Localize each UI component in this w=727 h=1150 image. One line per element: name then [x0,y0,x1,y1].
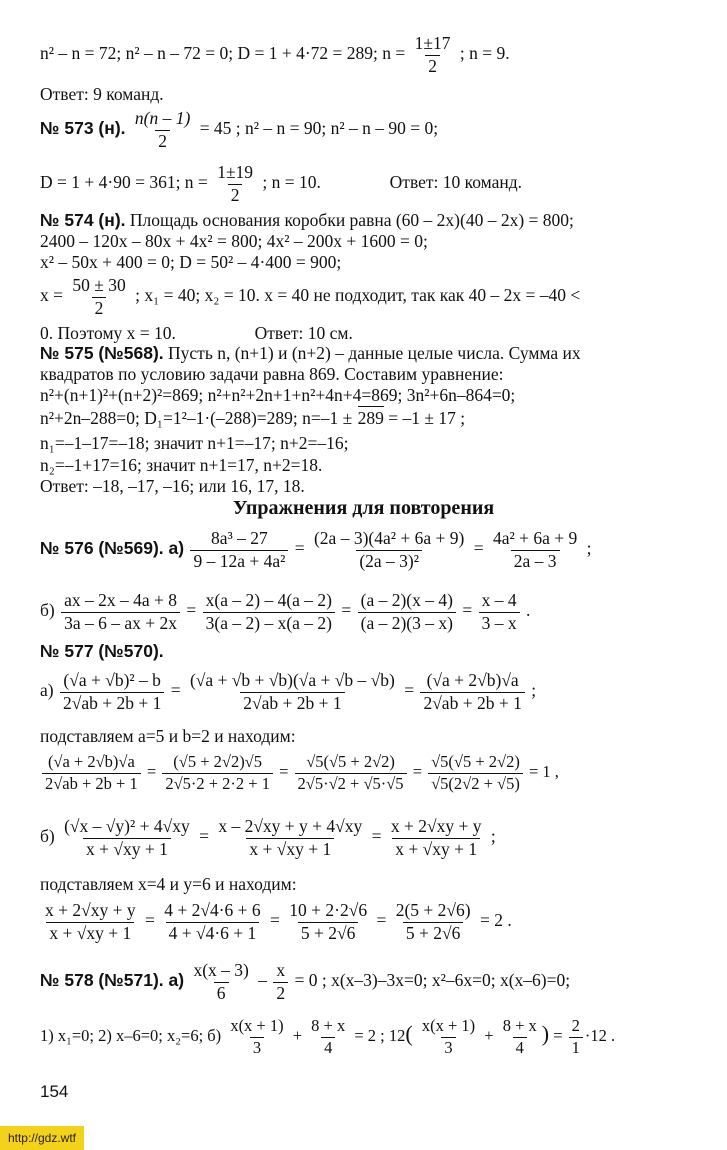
problem-577-a: а) $\frac{\text{(√a + √b)² – b}}{2√ab + 2b + 1}$ = $\frac{(√a + √b + √b)(√a + √b - √b)}{2√ab + 2b + 1}$ = $\frac{(√a + 2√b)√a}{2√ab + 2b + 1}$ ; [40,670,537,713]
answer-text: Ответ: 10 см. [254,323,353,343]
equation-text: = 45 ; n² – n = 90; n² – n – 90 = 0; [199,118,439,139]
left-paren: ( [405,1020,413,1046]
watermark-link[interactable]: http://gdz.wtf [0,1126,84,1150]
fraction: $\frac{n(n - 1)}{2}$ [134,108,191,151]
section-heading: Упражнения для повторения [232,497,495,519]
fraction: $\frac{\text{(√a + √b)² – b}}{2√ab + 2b + 1}$ [60,672,164,712]
problem-label: № 574 (н). [40,210,126,230]
fraction: $\frac{√5(√5 + 2√2)}{2√5\cdot√2 + √5\cdot√5}$ [295,754,407,792]
problem-576-b: б) $\frac{ax - 2x - 4a + 8}{3a - 6 - ax + 2x}$ = $\frac{x(a - 2) - 4(a - 2)}{3(a - 2) - x(a - 2)}$ = $\frac{(a - 2)(x - 4)}{(a - 2)(3 - x)}$ = $\frac{x - 4}{3 - x}$ . [40,590,531,633]
answer-text: Ответ: 10 команд. [389,172,523,193]
fraction: $\frac{ax - 2x - 4a + 8}{3a - 6 - ax + 2x}$ [61,592,180,632]
fraction: $\frac{2}{1}$ [569,1018,583,1056]
fraction: $\frac{\text{(2a – 3)(4a² + 6a + 9)}}{\text{(2a – 3)²}}$ [313,528,465,571]
fraction: $\frac{x(x + 1)}{3}$ [421,1016,476,1057]
page-number: 154 [40,1082,69,1101]
problem-578-b: 1) x₁=0; 2) x–6=0; x₂=6; б) $\frac{x(x + 1)}{3}$ + $\frac{8 + x}{4}$ = 2 ; 12( $\frac{x(x + 1)}{3}$ + $\frac{8 + x}{4}$ ) = $\frac{2}{1}$ ·12 . [40,1016,616,1057]
line-575-5: n₁=–1–17=–18; значит n+1=–17; n+2=–16; [40,433,349,453]
line-574-4: x = $\frac{50 \pm 30}{2}$ ; x₁ = 40; x₂ = 10. x = 40 не подходит, так как 40 – 2x = –40 < [40,275,581,318]
fraction: $\frac{\text{4a² + 6a + 9}}{2a - 3}$ [492,528,578,571]
fraction: $\frac{√5(√5 + 2√2)}{√5(2√2 + √5)}$ [428,754,523,792]
fraction: $\frac{(√a + 2√b)√a}{2√ab + 2b + 1}$ [42,754,141,792]
fraction: $\frac{x - 2√xy + y + 4√xy}{x + √xy + 1}$ [218,816,363,859]
line-575-7: Ответ: –18, –17, –16; или 16, 17, 18. [40,476,305,496]
line-575-3: n²+(n+1)²+(n+2)²=869; n²+n²+2n+1+n²+4n+4=869; 3n²+6n–864=0; [40,385,516,405]
fraction: $\frac{x + 2√xy + y}{x + √xy + 1}$ [45,900,136,943]
fraction: $\frac{1\pm 17}{2}$ [414,33,451,76]
line-574-3: x² – 50x + 400 = 0; D = 50² – 4·400 = 900; [40,252,342,272]
problem-576-a: № 576 (№569). а) $\frac{\text{8a³ – 27}}{\text{9 – 12a + 4a²}}$ = $\frac{\text{(2a – 3)(4a² + 6a + 9)}}{\text{(2a – 3)²}}$ = $\frac{\text{4a² + 6a + 9}}{2a - 3}$ ; [40,528,592,571]
fraction: $\frac{x}{2}$ [273,962,288,1002]
fraction: $\frac{4 + 2√4\cdot 6 + 6}{4 + √4\cdot 6 + 1}$ [164,900,261,943]
line-574-2: 2400 – 120x – 80x + 4x² = 800; 4x² – 200x + 1600 = 0; [40,231,428,251]
fraction: $\frac{x(x + 1)}{3}$ [230,1016,284,1057]
fraction: $\frac{1\pm 19}{2}$ [217,162,254,205]
problem-label: № 573 (н). [40,118,126,139]
problem-label: № 575 (№568). [40,343,164,363]
problem-574: № 574 (н). Площадь основания коробки равна (60 – 2x)(40 – 2x) = 800; [40,210,574,230]
sqrt: 289 [357,408,384,428]
fraction: $\frac{\text{8a³ – 27}}{\text{9 – 12a + 4a²}}$ [190,530,288,570]
equation-text: ; n = 9. [459,43,510,64]
fraction: $\frac{(a - 2)(x - 4)}{(a - 2)(3 - x)}$ [358,592,456,632]
fraction: $\frac{50 \pm 30}{2}$ [72,275,126,318]
fraction: $\frac{x(x - 3)}{6}$ [193,960,249,1003]
fraction: $\frac{8 + x}{4}$ [502,1016,537,1057]
fraction: $\frac{10 + 2\cdot 2√6}{5 + 2√6}$ [289,900,368,943]
equation-text: n² – n = 72; n² – n – 72 = 0; D = 1 + 4·72 = 289; n = [40,43,406,64]
answer-line: Ответ: 9 команд. [40,84,164,104]
fraction: $\frac{\text{(√x – √y)² + 4√xy}}{x + √xy + 1}$ [64,816,190,859]
fraction: $\frac{(√a + 2√b)√a}{2√ab + 2b + 1}$ [420,672,524,712]
line-573-2: D = 1 + 4·90 = 361; n = $\frac{1\pm 19}{2}$ ; n = 10. Ответ: 10 команд. [40,162,523,205]
line-1 [40,35,510,75]
line-574-5: 0. Поэтому x = 10. Ответ: 10 см. [40,323,353,343]
fraction: $\frac{x + 2√xy + y}{x + √xy + 1}$ [390,816,482,859]
line-577-b-calc: $\frac{x + 2√xy + y}{x + √xy + 1}$ = $\frac{4 + 2√4\cdot 6 + 6}{4 + √4\cdot 6 + 1}$ = $\frac{10 + 2\cdot 2√6}{5 + 2√6}$ = $\frac{2(5 + 2√6)}{5 + 2√6}$ = 2 . [40,902,512,942]
fraction: $\frac{(√a + √b + √b)(√a + √b - √b)}{2√ab + 2b + 1}$ [189,670,395,713]
problem-573 [40,110,438,150]
line-575-6: n₂=–1+17=16; значит n+1=17, n+2=18. [40,455,323,475]
line-575-4: n²+2n–288=0; D₁=1²–1·(–288)=289; n=–1 ± 289 = –1 ± 17 ; [40,408,466,428]
problem-label: № 577 (№570). [40,641,164,661]
right-paren: ) [541,1020,550,1046]
fraction: $\frac{8 + x}{4}$ [311,1016,346,1057]
problem-577 [40,643,164,661]
fraction: $\frac{x - 4}{3 - x}$ [479,592,520,632]
fraction: $\frac{x(a - 2) - 4(a - 2)}{3(a - 2) - x(a - 2)}$ [203,592,335,632]
fraction: $\frac{(√5 + 2√2)√5}{2√5\cdot 2 + 2\cdot 2 + 1}$ [162,754,273,792]
line-577-sub2: подставляем x=4 и y=6 и находим: [40,874,297,894]
problem-577-b: б) $\frac{\text{(√x – √y)² + 4√xy}}{x + √xy + 1}$ = $\frac{x - 2√xy + y + 4√xy}{x + √xy + 1}$ = $\frac{x + 2√xy + y}{x + √xy + 1}$ ; [40,816,496,859]
problem-label: № 578 (№571). а) [40,970,185,991]
fraction: $\frac{2(5 + 2√6)}{5 + 2√6}$ [395,900,471,943]
problem-578-a: № 578 (№571). а) $\frac{x(x - 3)}{6}$ – $\frac{x}{2}$ = 0 ; x(x–3)–3x=0; x²–6x=0; x(x–6)=0; [40,960,571,1003]
line-575-2: квадратов по условию задачи равна 869. Составим уравнение: [40,364,504,384]
problem-575: № 575 (№568). Пусть n, (n+1) и (n+2) – данные целые числа. Сумма их [40,343,581,363]
line-577-sub1: подставляем a=5 и b=2 и находим: [40,726,296,746]
line-577-a-calc: $\frac{(√a + 2√b)√a}{2√ab + 2b + 1}$ = $\frac{(√5 + 2√2)√5}{2√5\cdot 2 + 2\cdot 2 + 1}$ = $\frac{√5(√5 + 2√2)}{2√5\cdot√2 + √5\cdot√5}$ = $\frac{√5(√5 + 2√2)}{√5(2√2 + √5)}$ = 1 , [40,754,559,792]
problem-label: № 576 (№569). а) [40,538,185,559]
